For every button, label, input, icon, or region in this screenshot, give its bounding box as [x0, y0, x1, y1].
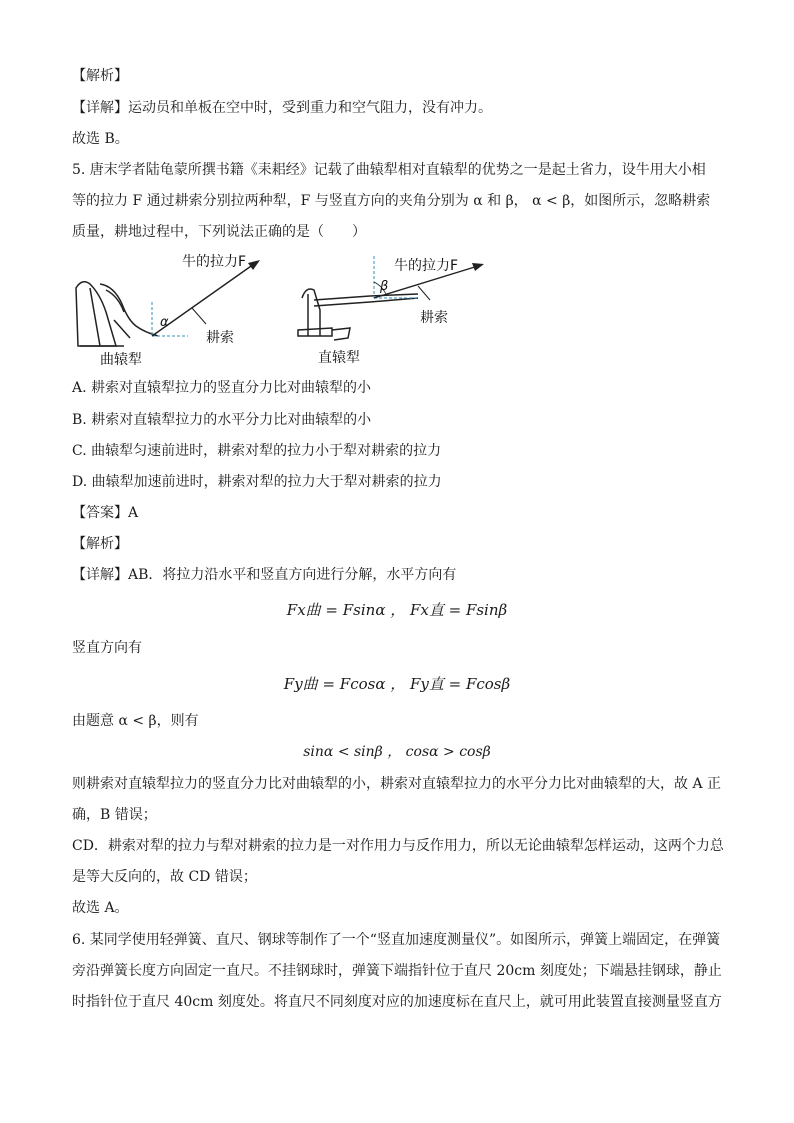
- q6-line2: 旁沿弹簧长度方向固定一直尺。不挂钢球时，弹簧下端指针位于直尺 20cm 刻度处；下端悬挂钢球，静止: [72, 963, 722, 979]
- q5-conclusion-line1: 则耕索对直辕犁拉力的竖直分力比对曲辕犁的小，耕索对直辕犁拉力的水平分力比对曲辕犁的大，故 A 正: [72, 776, 722, 792]
- right-angle-label: β: [380, 279, 389, 294]
- left-angle-label: α: [160, 315, 169, 330]
- q5-option-d: D. 曲辕犁加速前进时，耕索对犁的拉力大于犁对耕索的拉力: [72, 474, 442, 490]
- conclusion-prev: 故选 B。: [72, 131, 129, 147]
- q5-stem-line2: 等的拉力 F 通过耕索分别拉两种犁，F 与竖直方向的夹角分别为 α 和 β， α < β，如图所示，忽略耕索: [72, 193, 711, 209]
- q5-detail-line: 【详解】AB．将拉力沿水平和竖直方向进行分解，水平方向有: [72, 567, 457, 583]
- q5-option-a: A. 耕索对直辕犁拉力的竖直分力比对曲辕犁的小: [72, 380, 372, 396]
- q5-stem-line3: 质量，耕地过程中，下列说法正确的是（ ）: [72, 224, 366, 240]
- equation-inequality: sinα < sinβ ， cosα > cosβ: [303, 744, 491, 760]
- left-force-label: 牛的拉力F: [182, 254, 247, 270]
- q6-line3: 时指针位于直尺 40cm 刻度处。将直尺不同刻度对应的加速度标在直尺上，就可用此装置直接测量竖直方: [72, 994, 722, 1010]
- straight-plough-drawing: [298, 289, 418, 340]
- left-rope-label: 耕索: [206, 330, 234, 346]
- q5-cd-line1: CD．耕索对犁的拉力与犁对耕索的拉力是一对作用力与反作用力，所以无论曲辕犁怎样运动，这两个力总: [72, 838, 724, 854]
- right-caption: 直辕犁: [318, 350, 360, 366]
- equation-horizontal: Fx曲 = Fsinα ， Fx直 = Fsinβ: [286, 601, 508, 619]
- right-rope-label: 耕索: [420, 310, 448, 326]
- q5-analysis-tag: 【解析】: [72, 536, 128, 552]
- equation-vertical: Fy曲 = Fcosα ， Fy直 = Fcosβ: [283, 675, 511, 693]
- q5-option-c: C. 曲辕犁匀速前进时，耕索对犁的拉力小于犁对耕索的拉力: [72, 443, 442, 459]
- analysis-tag-prev: 【解析】: [72, 68, 128, 84]
- q5-conclusion-line2: 确，B 错误；: [72, 807, 157, 823]
- detail-prev: 【详解】运动员和单板在空中时，受到重力和空气阻力，没有冲力。: [72, 100, 492, 116]
- plough-figure-svg: [70, 250, 490, 372]
- q5-given-line: 由题意 α < β，则有: [72, 713, 199, 729]
- q5-vertical-line: 竖直方向有: [72, 640, 142, 656]
- right-force-label: 牛的拉力F: [394, 258, 459, 274]
- curved-plough-drawing: [76, 282, 158, 346]
- plough-figure: [70, 250, 490, 372]
- q5-answer: 【答案】A: [72, 505, 139, 521]
- q5-cd-line2: 是等大反向的，故 CD 错误；: [72, 869, 257, 885]
- q5-option-b: B. 耕索对直辕犁拉力的水平分力比对曲辕犁的小: [72, 412, 372, 428]
- left-caption: 曲辕犁: [100, 352, 142, 368]
- q5-final: 故选 A。: [72, 900, 129, 916]
- q6-line1: 6. 某同学使用轻弹簧、直尺、钢球等制作了一个“竖直加速度测量仪”。如图所示，弹簧上端固定，在弹簧: [72, 932, 721, 948]
- q5-stem-line1: 5. 唐末学者陆龟蒙所撰书籍《耒耜经》记载了曲辕犁相对直辕犁的优势之一是起土省力，设牛用大小相: [72, 162, 706, 178]
